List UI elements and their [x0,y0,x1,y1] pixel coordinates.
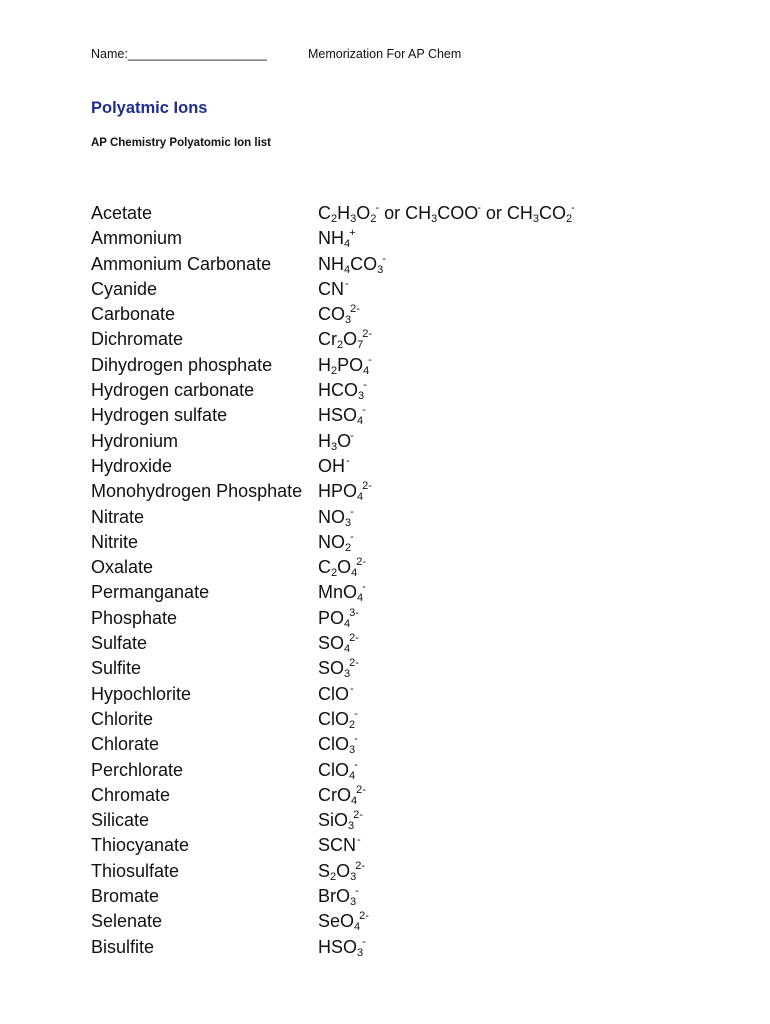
ion-name: Selenate [91,911,163,932]
ion-formula: $SO_4^{2-}$ [318,632,359,656]
document-title: Memorization For AP Chem [308,47,462,61]
ion-formula: ClO- [318,682,354,704]
ion-row [91,201,751,226]
ion-row [91,505,751,530]
ion-name: Bisulfite [91,936,155,957]
ion-row [91,327,751,352]
ion-name: Thiocyanate [91,835,190,856]
ion-row [91,403,751,428]
ion-name: Permanganate [91,582,210,603]
ion-name: Dihydrogen phosphate [91,354,273,375]
ion-name: Oxalate [91,557,154,578]
ion-name: Perchlorate [91,759,184,780]
ion-formula: $NH_4^+$ [318,227,356,251]
ion-formula: BrO$_3$- [318,885,359,909]
ion-name: Nitrate [91,506,145,527]
ion-formula: $HSO_4^-$ [318,404,366,428]
ion-name: Chlorite [91,708,154,729]
ion-name: Monohydrogen Phosphate [91,481,303,502]
ion-formula: SeO$_4^{2-}$ [318,910,369,934]
ion-row [91,783,751,808]
ion-formula: $Cr_2O_7^{2-}$ [318,328,373,352]
ion-row [91,580,751,605]
ion-formula: $HPO_4^{2-}$ [318,480,372,504]
ion-name: Hydrogen carbonate [91,380,255,401]
ion-name: Sulfate [91,633,148,654]
ion-row [91,530,751,555]
ion-row [91,302,751,327]
ion-row [91,808,751,833]
list-subtitle: AP Chemistry Polyatomic Ion list [91,137,272,149]
ion-name: Chromate [91,784,171,805]
ion-row [91,252,751,277]
ion-formula: MnO$_4$- [318,581,366,605]
ion-name: Phosphate [91,607,178,628]
ion-row [91,656,751,681]
ion-name: Chlorate [91,734,160,755]
ion-formula: SCN- [318,834,361,856]
ion-row [91,353,751,378]
ion-name: Acetate [91,203,153,223]
ion-row [91,884,751,909]
ion-row [91,707,751,732]
ion-row [91,479,751,504]
name-label: Name:____________________ [91,47,267,61]
ion-name: Ammonium Carbonate [91,253,272,274]
ion-formula: ClO$_3$- [318,733,358,757]
ion-formula: $HCO_3^-$ [318,379,367,403]
ion-formula: $NO_2^-$ [318,530,354,554]
ion-row [91,859,751,884]
ion-formula: $NO_3^-$ [318,505,354,529]
ion-name: Carbonate [91,304,176,325]
ion-formula: CrO$_4^{2-}$ [318,783,366,807]
ion-formula: $C_2H_3O_2^-$ or $CH_3COO^-$ or $CH_3CO_2^-$ [318,202,575,225]
ion-name: Cyanide [91,278,158,299]
ion-row [91,226,751,251]
ion-name: Nitrite [91,531,139,552]
section-title: Polyatmic Ions [91,99,208,117]
ion-name: Hypochlorite [91,683,192,704]
ion-formula: CN- [318,277,349,299]
ion-name: Hydroxide [91,455,173,476]
ion-name: Ammonium [91,228,183,249]
ion-row [91,833,751,858]
ion-row [91,935,751,960]
ion-row [91,631,751,656]
ion-row [91,606,751,631]
ion-formula: $CO_3^{2-}$ [318,303,360,327]
ion-row [91,682,751,707]
ion-name: Hydrogen sulfate [91,405,228,426]
ion-formula: $NH_4CO_3^-$ [318,252,386,276]
ion-name: Dichromate [91,329,184,350]
ion-name: Bromate [91,886,160,907]
ion-list [91,201,751,960]
ion-formula: OH- [318,454,350,476]
ion-formula: $C_2O_4^{2-}$ [318,556,367,580]
ion-name: Silicate [91,810,150,831]
ion-row [91,277,751,302]
ion-row [91,555,751,580]
ion-formula: $SO_3^{2-}$ [318,657,359,681]
ion-formula: $H_3O^-$ [318,429,354,453]
ion-row [91,454,751,479]
ion-formula: $S_2O_3^{2-}$ [318,859,366,883]
ion-formula: SiO$_3^{2-}$ [318,809,363,833]
ion-row [91,758,751,783]
ion-formula: ClO$_2$- [318,707,358,731]
ion-row [91,909,751,934]
ion-name: Sulfite [91,658,142,679]
ion-formula: $H_2PO_4^-$ [318,353,372,377]
ion-row [91,429,751,454]
ion-row [91,378,751,403]
ion-formula: $HSO_3^-$ [318,935,366,959]
ion-row [91,732,751,757]
ion-formula: ClO$_4$- [318,758,358,782]
ion-formula: $PO_4^{3-}$ [318,606,359,630]
ion-name: Thiosulfate [91,860,180,881]
ion-name: Hydronium [91,430,179,451]
